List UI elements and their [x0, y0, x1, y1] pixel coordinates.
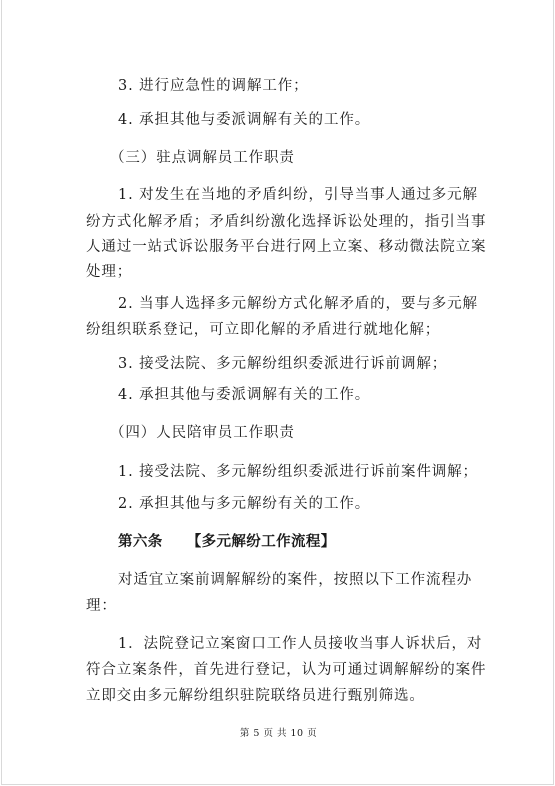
text-line: 理： [86, 598, 117, 614]
text-line: 1. 接受法院、多元解纷组织委派进行诉前案件调解； [118, 464, 478, 480]
text-line: 3. 接受法院、多元解纷组织委派进行诉前调解； [118, 356, 448, 372]
text-line: 4. 承担其他与委派调解有关的工作。 [118, 112, 371, 128]
text-line: 对适宜立案前调解解纷的案件，按照以下工作流程办 [118, 572, 473, 588]
article-number: 第六条 [118, 534, 163, 550]
text-line: 2. 承担其他与多元解纷有关的工作。 [118, 496, 371, 512]
text-line: 纷方式化解矛盾；矛盾纠纷激化选择诉讼处理的，指引当事 [86, 214, 487, 230]
text-line: 1．法院登记立案窗口工作人员接收当事人诉状后，对 [118, 636, 483, 652]
text-line: 纷组织联系登记，可立即化解的矛盾进行就地化解； [86, 322, 441, 338]
page-footer: 第 5 页 共 10 页 [239, 728, 318, 739]
text-line: 符合立案条件，首先进行登记，认为可通过调解解纷的案件 [86, 662, 487, 678]
section-heading: （四）人民陪审员工作职责 [110, 425, 295, 441]
document-page [1, 0, 554, 785]
article-heading [118, 532, 336, 552]
text-line: 3. 进行应急性的调解工作； [118, 78, 309, 94]
article-title: 【多元解纷工作流程】 [186, 534, 336, 550]
text-line: 4. 承担其他与委派调解有关的工作。 [118, 387, 371, 403]
text-line: 2. 当事人选择多元解纷方式化解矛盾的，要与多元解 [118, 296, 478, 312]
text-line: 立即交由多元解纷组织驻院联络员进行甄别筛选。 [86, 688, 425, 704]
section-heading: （三）驻点调解员工作职责 [110, 150, 295, 166]
text-line: 处理； [86, 264, 133, 280]
text-line: 人通过一站式诉讼服务平台进行网上立案、移动微法院立案 [86, 239, 487, 255]
text-line: 1. 对发生在当地的矛盾纠纷，引导当事人通过多元解 [118, 187, 478, 203]
